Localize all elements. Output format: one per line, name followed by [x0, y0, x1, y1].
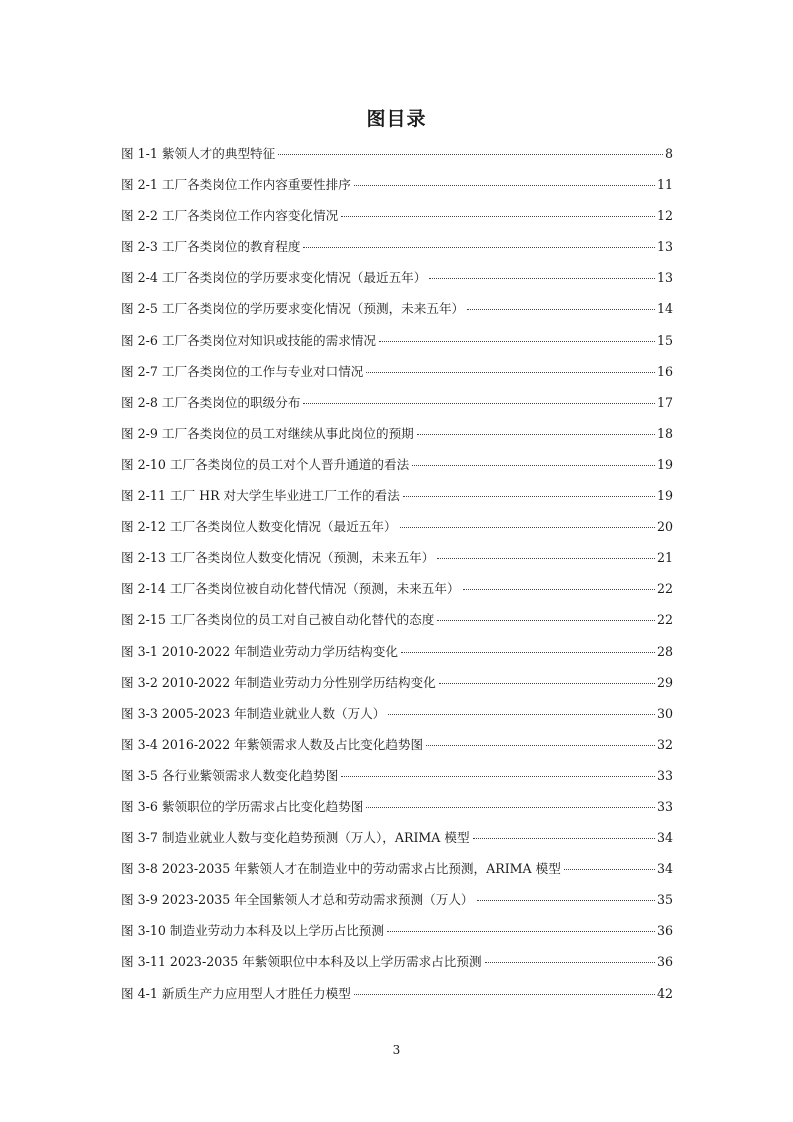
toc-dot-leader	[485, 962, 655, 963]
toc-dot-leader	[366, 807, 655, 808]
toc-entry[interactable]	[121, 733, 673, 764]
toc-entry-page: 12	[656, 208, 673, 224]
toc-entry-label: 图 2-2 工厂各类岗位工作内容变化情况	[121, 208, 339, 224]
toc-entry-page: 20	[656, 519, 673, 535]
toc-dot-leader	[437, 620, 655, 621]
toc-dot-leader	[477, 900, 655, 901]
toc-dot-leader	[564, 869, 655, 870]
toc-entry[interactable]	[121, 329, 673, 360]
toc-entry-label: 图 2-15 工厂各类岗位的员工对自己被自动化替代的态度	[121, 612, 435, 628]
toc-entry[interactable]	[121, 702, 673, 733]
toc-entry[interactable]	[121, 391, 673, 422]
toc-entry-label: 图 3-6 紫领职位的学历需求占比变化趋势图	[121, 798, 364, 814]
toc-entry-page: 30	[656, 705, 673, 721]
toc-entry[interactable]	[121, 826, 673, 857]
toc-entry-label: 图 2-10 工厂各类岗位的员工对个人晋升通道的看法	[121, 456, 410, 472]
toc-entry[interactable]	[121, 484, 673, 515]
toc-dot-leader	[473, 838, 655, 839]
page-number: 3	[392, 1043, 401, 1057]
toc-entry-label: 图 3-4 2016-2022 年紫领需求人数及占比变化趋势图	[121, 736, 424, 752]
toc-entry[interactable]	[121, 546, 673, 577]
toc-dot-leader	[437, 558, 655, 559]
toc-entry-page: 22	[656, 612, 673, 628]
toc-dot-leader	[401, 652, 655, 653]
toc-entry-page: 33	[656, 798, 673, 814]
toc-dot-leader	[467, 309, 655, 310]
toc-entry-page: 14	[656, 301, 673, 317]
toc-entry-page: 36	[656, 954, 673, 970]
toc-entry-label: 图 2-9 工厂各类岗位的员工对继续从事此岗位的预期	[121, 425, 414, 441]
toc-entry-label: 图 2-5 工厂各类岗位的学历要求变化情况（预测，未来五年）	[121, 301, 465, 317]
toc-entry-page: 33	[656, 767, 673, 783]
toc-entry-page: 34	[656, 861, 673, 877]
toc-entry-label: 图 2-14 工厂各类岗位被自动化替代情况（预测，未来五年）	[121, 581, 460, 597]
toc-dot-leader	[426, 745, 655, 746]
toc-entry-label: 图 3-1 2010-2022 年制造业劳动力学历结构变化	[121, 643, 398, 659]
toc-entry-page: 35	[656, 892, 673, 908]
toc-entry-page: 32	[656, 736, 673, 752]
toc-entry[interactable]	[121, 515, 673, 546]
toc-entry[interactable]	[121, 608, 673, 639]
toc-dot-leader	[429, 278, 655, 279]
toc-dot-leader	[379, 341, 655, 342]
toc-entry-page: 17	[656, 394, 673, 410]
toc-entry-label: 图 2-4 工厂各类岗位的学历要求变化情况（最近五年）	[121, 270, 427, 286]
toc-entry-page: 34	[656, 830, 673, 846]
toc-entry-page: 29	[656, 674, 673, 690]
toc-entry-page: 42	[656, 985, 673, 1001]
toc-entry-page: 16	[656, 363, 673, 379]
toc-entry-label: 图 3-5 各行业紫领需求人数变化趋势图	[121, 767, 339, 783]
toc-entry-page: 8	[664, 146, 673, 161]
toc-entry-page: 21	[656, 550, 673, 566]
toc-entry[interactable]	[121, 764, 673, 795]
toc-entry[interactable]	[121, 982, 673, 1013]
toc-entry-label: 图 3-10 制造业劳动力本科及以上学历占比预测	[121, 923, 384, 939]
toc-entry-label: 图 2-11 工厂 HR 对大学生毕业进工厂工作的看法	[121, 488, 400, 504]
toc-entry-label: 图 3-9 2023-2035 年全国紫领人才总和劳动需求预测（万人）	[121, 892, 474, 908]
toc-entry-label: 图 2-3 工厂各类岗位的教育程度	[121, 239, 301, 255]
toc-dot-leader	[341, 776, 655, 777]
toc-entry-page: 36	[656, 923, 673, 939]
toc-entry-page: 13	[656, 270, 673, 286]
toc-entry-label: 图 4-1 新质生产力应用型人才胜任力模型	[121, 985, 351, 1001]
toc-dot-leader	[387, 931, 655, 932]
toc-dot-leader	[403, 496, 655, 497]
toc-entry-label: 图 2-1 工厂各类岗位工作内容重要性排序	[121, 177, 351, 193]
toc-entry[interactable]	[121, 453, 673, 484]
toc-entry-label: 图 1-1 紫领人才的典型特征	[121, 146, 276, 161]
toc-entry[interactable]	[121, 888, 673, 919]
toc-entry[interactable]	[121, 142, 673, 173]
toc-entry-label: 图 2-7 工厂各类岗位的工作与专业对口情况	[121, 363, 364, 379]
toc-entry-page: 19	[656, 456, 673, 472]
toc-entry[interactable]	[121, 795, 673, 826]
toc-entry-label: 图 3-8 2023-2035 年紫领人才在制造业中的劳动需求占比预测，ARIMA 模型	[121, 861, 561, 877]
toc-entry[interactable]	[121, 671, 673, 702]
toc-entry-label: 图 2-13 工厂各类岗位人数变化情况（预测，未来五年）	[121, 550, 435, 566]
toc-dot-leader	[400, 527, 655, 528]
toc-entry[interactable]	[121, 640, 673, 671]
toc-entry-label: 图 3-2 2010-2022 年制造业劳动力分性别学历结构变化	[121, 674, 436, 690]
toc-entry[interactable]	[121, 950, 673, 981]
toc-entry[interactable]	[121, 577, 673, 608]
toc-entry-page: 11	[656, 177, 673, 193]
toc-dot-leader	[417, 434, 655, 435]
toc-entry-label: 图 2-8 工厂各类岗位的职级分布	[121, 394, 301, 410]
toc-entry-label: 图 3-11 2023-2035 年紫领职位中本科及以上学历需求占比预测	[121, 954, 482, 970]
toc-entry-page: 22	[656, 581, 673, 597]
toc-dot-leader	[388, 714, 655, 715]
toc-entry-page: 18	[656, 425, 673, 441]
toc-entry-page: 15	[656, 332, 673, 348]
toc-dot-leader	[439, 683, 655, 684]
figure-table-of-contents	[121, 142, 673, 1013]
toc-dot-leader	[412, 465, 655, 466]
toc-dot-leader	[366, 372, 655, 373]
toc-dot-leader	[303, 247, 655, 248]
toc-dot-leader	[278, 154, 663, 155]
toc-entry[interactable]	[121, 266, 673, 297]
toc-entry-page: 28	[656, 643, 673, 659]
toc-dot-leader	[463, 589, 655, 590]
toc-entry-label: 图 2-12 工厂各类岗位人数变化情况（最近五年）	[121, 519, 397, 535]
toc-entry-label: 图 2-6 工厂各类岗位对知识或技能的需求情况	[121, 332, 376, 348]
toc-entry[interactable]	[121, 204, 673, 235]
toc-dot-leader	[303, 403, 655, 404]
toc-entry[interactable]	[121, 857, 673, 888]
toc-entry[interactable]	[121, 173, 673, 204]
toc-entry[interactable]	[121, 235, 673, 266]
toc-entry[interactable]	[121, 360, 673, 391]
toc-entry-page: 13	[656, 239, 673, 255]
toc-dot-leader	[341, 216, 655, 217]
toc-entry[interactable]	[121, 422, 673, 453]
toc-dot-leader	[354, 185, 655, 186]
toc-entry[interactable]	[121, 297, 673, 328]
toc-entry[interactable]	[121, 919, 673, 950]
toc-entry-label: 图 3-7 制造业就业人数与变化趋势预测（万人），ARIMA 模型	[121, 830, 470, 846]
toc-entry-label: 图 3-3 2005-2023 年制造业就业人数（万人）	[121, 705, 386, 721]
toc-entry-page: 19	[656, 488, 673, 504]
page-title: 图目录	[366, 108, 427, 130]
toc-dot-leader	[354, 994, 655, 995]
